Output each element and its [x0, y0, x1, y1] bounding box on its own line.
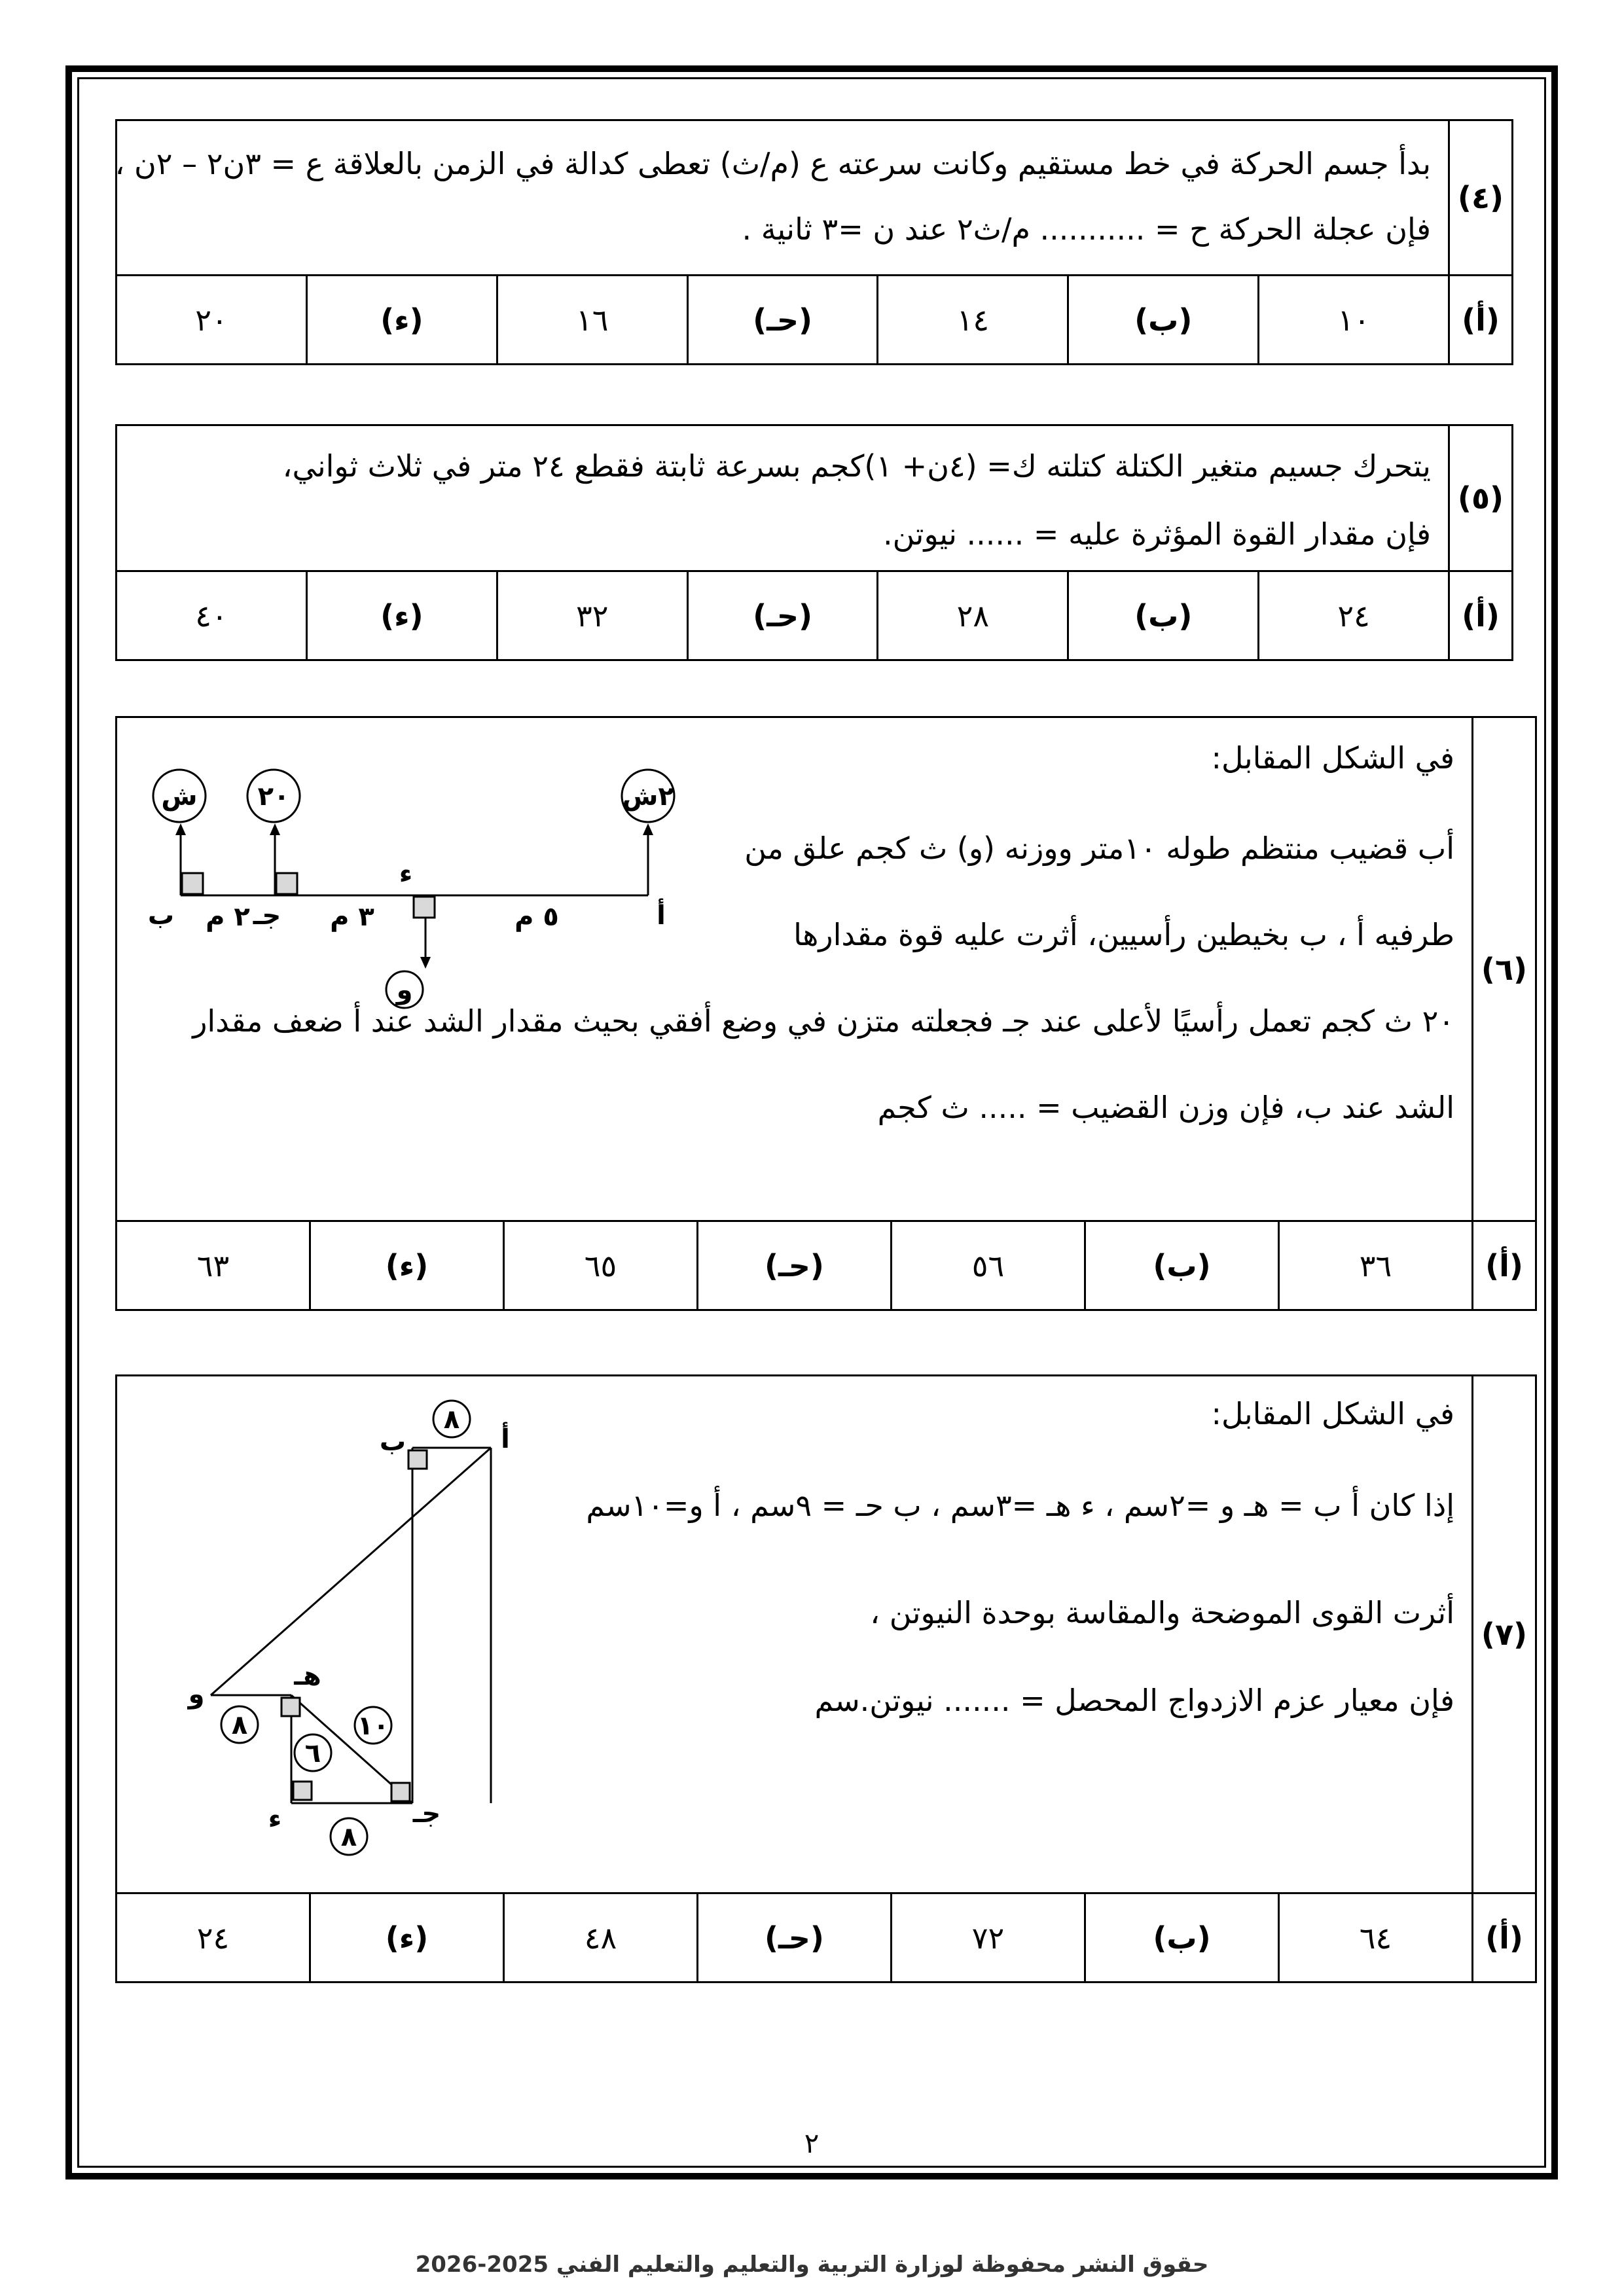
- weight-label: و: [396, 975, 413, 1005]
- option-a-label[interactable]: (أ): [1473, 1221, 1536, 1310]
- option-c-value[interactable]: ٦٥: [504, 1221, 698, 1310]
- point-w-label: و: [188, 1679, 205, 1710]
- question-text: [117, 425, 1449, 571]
- option-b-label[interactable]: (ب): [1085, 1221, 1279, 1310]
- option-b-label[interactable]: (ب): [1068, 571, 1259, 660]
- force-label-j: ٢٠: [257, 781, 290, 812]
- question-line: فإن مقدار القوة المؤثرة عليه = ...... نيوتن.: [883, 516, 1431, 552]
- distance-2m: ٢ م: [206, 902, 250, 932]
- option-c-label[interactable]: (حـ): [698, 1893, 892, 1982]
- question-number: (٧): [1473, 1376, 1536, 1893]
- copyright-footer: حقوق النشر محفوظة لوزارة التربية والتعليم والتعليم الفني 2025-2026: [415, 2251, 1209, 2278]
- option-c-value[interactable]: ١٦: [497, 276, 687, 365]
- force-label: ١٠: [357, 1711, 389, 1741]
- question-line: أب قضيب منتظم طوله ١٠متر ووزنه (و) ث كجم علق من: [744, 831, 1454, 866]
- option-a-value[interactable]: ١٠: [1259, 276, 1449, 365]
- right-angle-mark: [293, 1782, 312, 1800]
- question-line: ٢٠ ث كجم تعمل رأسيًا لأعلى عند جـ فجعلته متزن في وضع أفقي بحيث مقدار الشد عند أ ضعف مقدار: [192, 1003, 1454, 1039]
- option-c-value[interactable]: ٣٢: [497, 571, 687, 660]
- force-label-b: ش: [161, 781, 198, 812]
- page-number: ٢: [804, 2127, 820, 2159]
- option-a-value[interactable]: ٣٦: [1279, 1221, 1473, 1310]
- question-line: طرفيه أ ، ب بخيطين رأسيين، أثرت عليه قوة مقدارها: [793, 917, 1454, 952]
- option-b-label[interactable]: (ب): [1085, 1893, 1279, 1982]
- question-number: (٤): [1449, 120, 1513, 276]
- option-b-value[interactable]: ٧٢: [892, 1893, 1085, 1982]
- right-angle-mark: [408, 1450, 427, 1469]
- option-c-label[interactable]: (حـ): [698, 1221, 892, 1310]
- question-line: الشد عند ب، فإن وزن القضيب = ..... ث كجم: [877, 1090, 1454, 1125]
- option-a-value[interactable]: ٢٤: [1259, 571, 1449, 660]
- option-a-label[interactable]: (أ): [1473, 1893, 1536, 1982]
- couple-force-diagram: [183, 1388, 550, 1885]
- question-line: أثرت القوى الموضحة والمقاسة بوحدة النيوتن ،: [870, 1595, 1454, 1630]
- question-4: [115, 119, 1513, 365]
- side-a-w: [211, 1448, 491, 1695]
- rod-force-diagram: [144, 753, 733, 1028]
- force-label: ٨: [340, 1822, 357, 1852]
- right-angle-mark: [276, 873, 297, 894]
- point-d-label: ء: [399, 859, 413, 889]
- right-angle-mark: [391, 1783, 410, 1801]
- question-number: (٥): [1449, 425, 1513, 571]
- option-b-value[interactable]: ٥٦: [892, 1221, 1085, 1310]
- option-a-value[interactable]: ٦٤: [1279, 1893, 1473, 1982]
- option-d-label[interactable]: (ء): [306, 276, 497, 365]
- question-line: في الشكل المقابل:: [1211, 1396, 1454, 1431]
- question-text: [117, 120, 1449, 276]
- force-label: ٨: [443, 1405, 460, 1435]
- point-a-label: أ: [657, 901, 666, 931]
- point-d-label: ء: [268, 1804, 282, 1834]
- option-c-value[interactable]: ٤٨: [504, 1893, 698, 1982]
- option-d-value[interactable]: ٢٠: [117, 276, 307, 365]
- right-angle-mark: [281, 1698, 300, 1716]
- option-a-label[interactable]: (أ): [1449, 276, 1513, 365]
- question-line: إذا كان أ ب = هـ و =٢سم ، ء هـ =٣سم ، ب حـ = ٩سم ، أ و=١٠سم: [586, 1488, 1454, 1523]
- option-a-label[interactable]: (أ): [1449, 571, 1513, 660]
- point-a-label: أ: [501, 1424, 510, 1454]
- option-d-label[interactable]: (ء): [306, 571, 497, 660]
- option-d-value[interactable]: ٢٤: [117, 1893, 310, 1982]
- right-angle-mark: [182, 873, 203, 894]
- point-h-label: هـ: [294, 1661, 321, 1691]
- option-c-label[interactable]: (حـ): [687, 571, 878, 660]
- question-line: في الشكل المقابل:: [1211, 740, 1454, 776]
- distance-3m: ٣ م: [330, 902, 374, 932]
- force-label-a: ٢ش: [622, 781, 674, 812]
- option-d-value[interactable]: ٦٣: [117, 1221, 310, 1310]
- question-line: يتحرك جسيم متغير الكتلة كتلته ك= (٤ن+ ١)كجم بسرعة ثابتة فقطع ٢٤ متر في ثلاث ثواني،: [282, 448, 1431, 484]
- question-line: بدأ جسم الحركة في خط مستقيم وكانت سرعته ع (م/ث) تعطى كدالة في الزمن بالعلاقة ع = ٣ن٢ – ٢ن ،: [115, 146, 1431, 181]
- option-d-value[interactable]: ٤٠: [117, 571, 307, 660]
- option-b-value[interactable]: ١٤: [878, 276, 1068, 365]
- option-c-label[interactable]: (حـ): [687, 276, 878, 365]
- option-d-label[interactable]: (ء): [310, 1221, 504, 1310]
- option-b-value[interactable]: ٢٨: [878, 571, 1068, 660]
- distance-5m: ٥ م: [514, 902, 559, 932]
- question-line: فإن عجلة الحركة ح = ........... م/ث٢ عند ن =٣ ثانية .: [742, 211, 1431, 247]
- option-d-label[interactable]: (ء): [310, 1893, 504, 1982]
- option-b-label[interactable]: (ب): [1068, 276, 1259, 365]
- force-label: ٨: [231, 1710, 248, 1740]
- point-j-label: جـ: [253, 901, 281, 931]
- force-label: ٦: [304, 1738, 321, 1768]
- question-5: [115, 424, 1513, 661]
- question-line: فإن معيار عزم الازدواج المحصل = ....... نيوتن.سم: [814, 1683, 1454, 1718]
- point-j-label: جـ: [412, 1799, 441, 1829]
- question-number: (٦): [1473, 717, 1536, 1221]
- right-angle-mark: [414, 897, 435, 918]
- point-b-label: ب: [379, 1427, 406, 1457]
- point-b-label: ب: [147, 901, 175, 931]
